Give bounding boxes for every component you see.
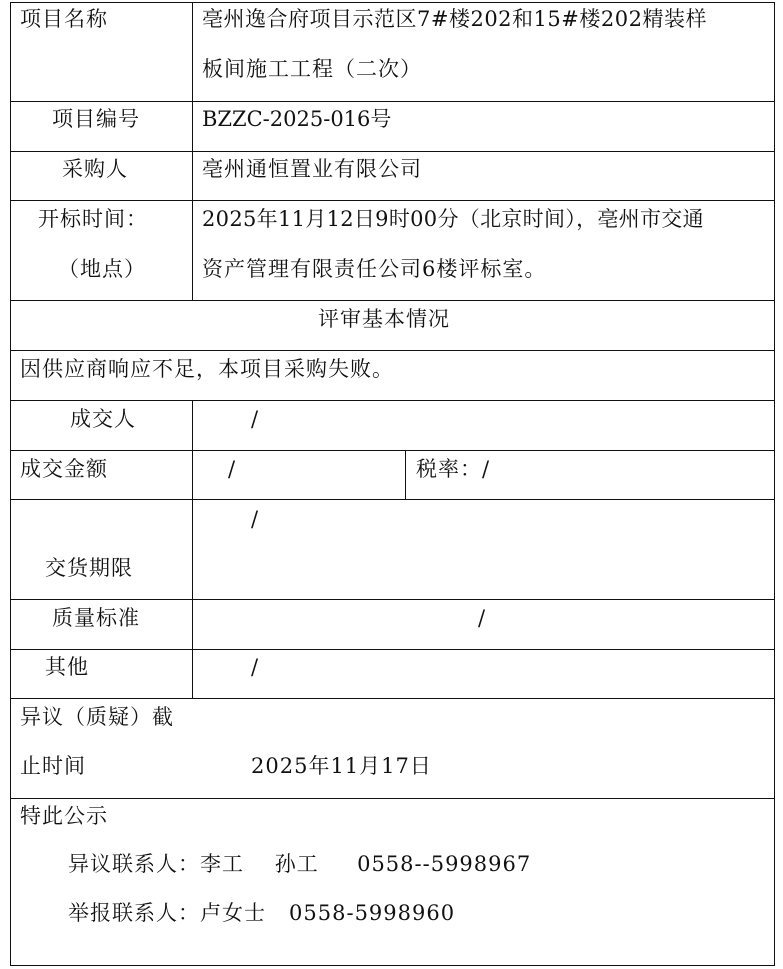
row-divider [10, 151, 775, 152]
column-divider [192, 400, 193, 500]
objection-deadline-label-line1: 异议（质疑）截 [20, 705, 174, 729]
bid-opening-value-line1: 2025年11月12日9时00分（北京时间），亳州市交通 [202, 207, 704, 231]
purchaser-value: 亳州通恒置业有限公司 [202, 157, 422, 181]
row-divider [10, 450, 775, 451]
other-label: 其他 [45, 655, 89, 679]
project-no-value: BZZC-2025-016号 [202, 107, 392, 131]
bid-opening-label-line1: 开标时间： [38, 207, 148, 231]
project-name-label: 项目名称 [20, 7, 108, 31]
column-divider [192, 499, 193, 698]
delivery-label: 交货期限 [45, 556, 133, 580]
project-name-value-line2: 板间施工工程（二次） [202, 57, 422, 81]
bid-opening-value-line2: 资产管理有限责任公司6楼评标室。 [202, 257, 547, 281]
quality-label: 质量标准 [52, 606, 140, 630]
objection-contact: 异议联系人：李工 孙工 0558--5998967 [68, 852, 532, 876]
row-divider [10, 200, 775, 201]
objection-deadline-value: 2025年11月17日 [251, 754, 432, 778]
project-name-value-line1: 亳州逸合府项目示范区7#楼202和15#楼202精装样 [202, 7, 707, 31]
other-value: / [251, 655, 260, 679]
report-contact: 举报联系人：卢女士 0558-5998960 [68, 901, 456, 925]
quality-value: / [478, 606, 487, 630]
delivery-value: / [251, 507, 260, 531]
row-divider [10, 798, 775, 799]
row-divider [10, 350, 775, 351]
row-divider [10, 300, 775, 301]
winner-label: 成交人 [70, 407, 136, 431]
review-heading: 评审基本情况 [318, 307, 450, 331]
row-divider [10, 599, 775, 600]
purchaser-label: 采购人 [62, 157, 128, 181]
notice-heading: 特此公示 [20, 804, 108, 828]
column-divider [405, 450, 406, 500]
amount-label: 成交金额 [20, 457, 108, 481]
row-divider [10, 649, 775, 650]
row-divider [10, 499, 775, 500]
bid-opening-label-line2: （地点） [58, 257, 146, 281]
amount-value: / [228, 457, 237, 481]
review-result: 因供应商响应不足，本项目采购失败。 [20, 357, 394, 381]
table-frame [10, 2, 775, 966]
row-divider [10, 698, 775, 699]
announcement-table [10, 2, 775, 966]
project-no-label: 项目编号 [52, 107, 140, 131]
row-divider [10, 101, 775, 102]
row-divider [10, 400, 775, 401]
tax-rate-label: 税率：/ [416, 457, 491, 481]
column-divider [192, 2, 193, 300]
objection-deadline-label-line2: 止时间 [20, 754, 86, 778]
winner-value: / [251, 407, 260, 431]
